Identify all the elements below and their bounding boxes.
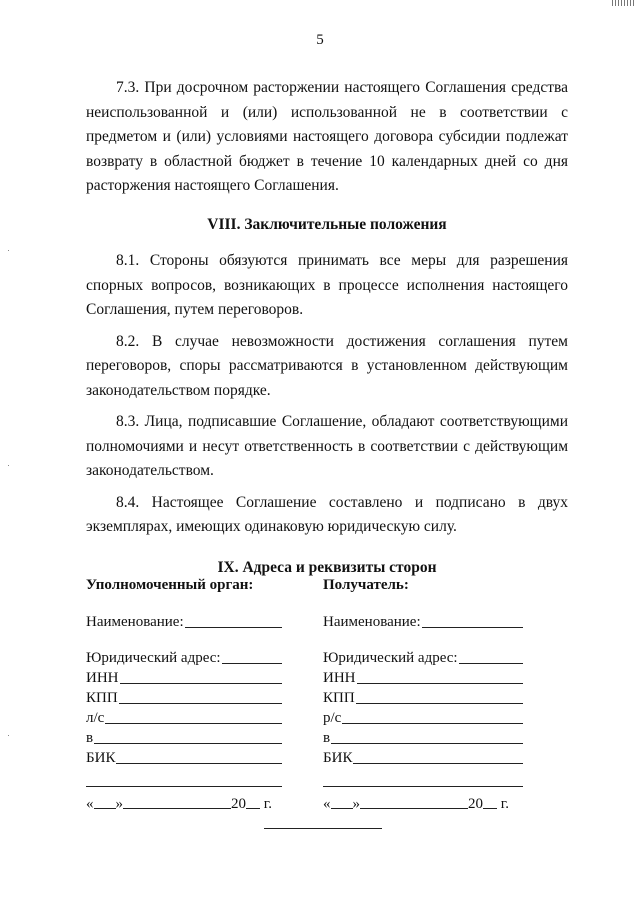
- inn-label: ИНН: [323, 670, 356, 686]
- account-blank: [342, 723, 523, 724]
- address-blank: [222, 663, 282, 664]
- scan-edge-dot: [8, 250, 9, 251]
- recipient-address-row: [323, 648, 523, 668]
- scan-edge-dot: [8, 735, 9, 736]
- bik-blank: [116, 763, 282, 764]
- section-9-title: IX. Адреса и реквизиты сторон: [217, 558, 437, 576]
- authorized-body-kpp-row: [86, 688, 282, 708]
- authorized-body-address-row: [86, 648, 282, 668]
- paragraph-8-3: 8.3. Лица, подписавшие Соглашение, обладают соответствующими полномочиями и несут ответственность в соответствии с действующим законодательством.: [86, 413, 568, 479]
- address-blank: [459, 663, 523, 664]
- name-blank: [185, 627, 282, 628]
- year-prefix: 20: [231, 796, 246, 812]
- inn-label: ИНН: [86, 670, 119, 686]
- scan-corner-mark: [612, 0, 634, 6]
- year-suffix: г.: [500, 796, 509, 812]
- inn-blank: [120, 683, 283, 684]
- name-label: Наименование:: [323, 614, 421, 630]
- account-label: л/с: [86, 710, 105, 726]
- bank-label: в: [86, 730, 94, 746]
- date-quote-close: »: [352, 796, 360, 812]
- recipient-account-row: [323, 708, 523, 728]
- party-details: [86, 574, 526, 812]
- paragraph-7-3: 7.3. При досрочном расторжении настоящего Соглашения средства неиспользованной и (или) использованной не в соответствии с предметом и (или) условиями настоящего договора субсидии подлежат возврату в областной бюджет в течение 10 календарных дней со дня расторжения настоящего Соглашения.: [86, 79, 568, 194]
- year-prefix: 20: [468, 796, 483, 812]
- page-number: 5: [316, 32, 324, 48]
- authorized-body-account-row: [86, 708, 282, 728]
- month-blank: [360, 794, 468, 809]
- recipient-column: [323, 574, 523, 813]
- bank-label: в: [323, 730, 331, 746]
- date-quote-open: «: [323, 796, 331, 812]
- address-label: Юридический адрес:: [323, 650, 458, 666]
- authorized-body-bik-row: [86, 748, 282, 768]
- authorized-body-title: Уполномоченный орган:: [86, 577, 254, 593]
- recipient-kpp-row: [323, 688, 523, 708]
- recipient-date-row: [323, 791, 523, 813]
- account-label: р/с: [323, 710, 342, 726]
- authorized-body-date-row: [86, 791, 282, 813]
- month-blank: [123, 794, 231, 809]
- bik-label: БИК: [323, 750, 353, 766]
- recipient-name-row: [323, 612, 523, 632]
- recipient-bank-row: [323, 728, 523, 748]
- recipient-title: Получатель:: [323, 577, 409, 593]
- date-quote-close: »: [115, 796, 123, 812]
- name-blank: [422, 627, 523, 628]
- account-blank: [105, 723, 282, 724]
- kpp-blank: [119, 703, 282, 704]
- kpp-label: КПП: [323, 690, 355, 706]
- authorized-body-column: [86, 574, 282, 813]
- extra-blank-line: [86, 770, 282, 787]
- name-label: Наименование:: [86, 614, 184, 630]
- document-body: [86, 76, 568, 592]
- scan-edge-dot: [8, 465, 9, 466]
- paragraph-8-1: 8.1. Стороны обязуются принимать все меры для разрешения спорных вопросов, возникающих в процессе исполнения настоящего Соглашения, путем переговоров.: [86, 252, 568, 318]
- authorized-body-name-row: [86, 612, 282, 632]
- bank-blank: [94, 743, 282, 744]
- section-8-title: VIII. Заключительные положения: [207, 215, 447, 233]
- kpp-label: КПП: [86, 690, 118, 706]
- kpp-blank: [356, 703, 523, 704]
- authorized-body-inn-row: [86, 668, 282, 688]
- date-quote-open: «: [86, 796, 94, 812]
- footer-rule: [264, 828, 382, 829]
- inn-blank: [357, 683, 524, 684]
- year-blank: [483, 794, 497, 809]
- bik-blank: [353, 763, 523, 764]
- paragraph-8-4: 8.4. Настоящее Соглашение составлено и подписано в двух экземплярах, имеющих одинаковую юридическую силу.: [86, 493, 568, 535]
- recipient-bik-row: [323, 748, 523, 768]
- day-blank: [331, 794, 353, 809]
- address-label: Юридический адрес:: [86, 650, 221, 666]
- extra-blank-line: [323, 770, 523, 787]
- authorized-body-bank-row: [86, 728, 282, 748]
- year-suffix: г.: [263, 796, 272, 812]
- year-blank: [246, 794, 260, 809]
- paragraph-8-2: 8.2. В случае невозможности достижения соглашения путем переговоров, споры рассматриваются в установленном действующим законодательством порядке.: [86, 332, 568, 399]
- recipient-inn-row: [323, 668, 523, 688]
- day-blank: [94, 794, 116, 809]
- bank-blank: [331, 743, 523, 744]
- bik-label: БИК: [86, 750, 116, 766]
